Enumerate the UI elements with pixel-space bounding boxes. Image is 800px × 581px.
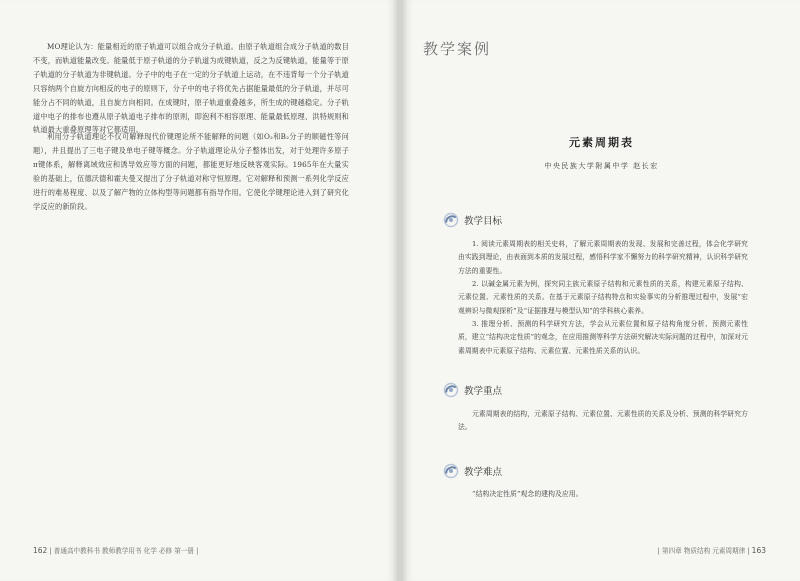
objective-paragraph: 3. 推理分析、预测的科学研究方法，学会从元素位置和原子结构角度分析、预测元素性质，建立“结构决定性质”的观念，在应用推测等科学方法研究解决实际问题的过程中，加深对元素周期表中元素原子结构、元素位置、元素性质关系的认识。 [458, 320, 748, 355]
section-heading-text: 教学难点 [464, 467, 503, 478]
section-heading-key-points [443, 382, 502, 398]
mo-theory-paragraph: MO理论认为：能量相近的原子轨道可以组合成分子轨道。由原子轨道组合成分子轨道的数目不变，而轨道能量改变。能量低于原子轨道的分子轨道为成键轨道，反之为反键轨道，能量等于原子轨道的分子轨道为非键轨道。分子中的电子在一定的分子轨道上运动，在不违背每一个分子轨道只容纳两个自旋方向相反的电子的原则下，分子中的电子将优先占据能量最低的分子轨道，并尽可能分占不同的轨道，且自旋方向相同。在成键时，原子轨道重叠越多，所生成的键越稳定。分子轨道中电子的排布也遵从原子轨道电子排布的原则，即泡利不相容原理、能量最低原理、洪特规则和轨道最大重叠原理等对它都适用。 [33, 42, 349, 135]
footer-separator: | [49, 547, 54, 555]
section-heading-text: 教学重点 [464, 386, 503, 397]
footer-separator: | [196, 547, 199, 555]
section-heading-text: 教学目标 [464, 216, 503, 227]
right-footer-text: 第四章 物质结构 元素周期律 [661, 547, 746, 555]
swirl-icon [443, 382, 459, 398]
right-footer [658, 545, 766, 555]
objective-paragraph: 1. 阅读元素周期表的相关史料，了解元素周期表的发现、发展和完善过程，体会化学研究由实践到理论，由表面到本质的发展过程，感悟科学家不懈努力的科学研究精神，认识科学研究方法的重要性。 [458, 240, 748, 275]
left-footer-text: 普通高中教科书 教师教学用书 化学 必修 第一册 [53, 547, 195, 555]
footer-separator: | [747, 547, 752, 555]
article-title: 元素周期表 [569, 136, 634, 149]
left-page-number: 162 [33, 546, 48, 555]
footer-separator: | [657, 547, 662, 555]
difficulties-paragraph: “结构决定性质”观念的建构及应用。 [472, 490, 583, 498]
section-banner: 教学案例 [423, 40, 492, 58]
mo-applications-paragraph: 利用分子轨道理论不仅可解释现代价键理论所不能解释的问题（如O₂和B₂分子的顺磁性等问题），并且提出了三电子键及单电子键等概念。分子轨道理论从分子整体出发，对于处理许多原子π键体系，解释离域效应和诱导效应等方面的问题，都能更好地反映客观实际。1965年在大量实验的基础上，伍德沃德和霍夫曼又提出了分子轨道对称守恒原理。它对解释和预测一系列化学反应进行的难易程度、以及了解产物的立体构型等问题都有指导作用。它使化学键理论进入到了研究化学反应的新阶段。 [33, 132, 349, 211]
objective-paragraph: 2. 以碱金属元素为例，探究同主族元素原子结构和元素性质的关系，构建元素原子结构、元素位置、元素性质的关系。在基于元素原子结构特点和实验事实的分析推理过程中，发展“宏观辨识与微观探析”及“证据推理与模型认知”的学科核心素养。 [458, 280, 748, 315]
article-author: 中央民族大学附属中学 赵长宏 [544, 162, 659, 170]
section-heading-difficulties [443, 463, 502, 479]
swirl-icon [443, 212, 459, 228]
right-page-number: 163 [751, 546, 766, 555]
key-points-paragraph: 元素周期表的结构，元素原子结构、元素位置、元素性质的关系及分析、预测的科学研究方法。 [458, 410, 748, 432]
section-heading-objectives [443, 212, 502, 228]
swirl-icon [443, 463, 459, 479]
right-page [403, 0, 800, 581]
left-footer [33, 545, 198, 555]
left-page [0, 0, 397, 581]
